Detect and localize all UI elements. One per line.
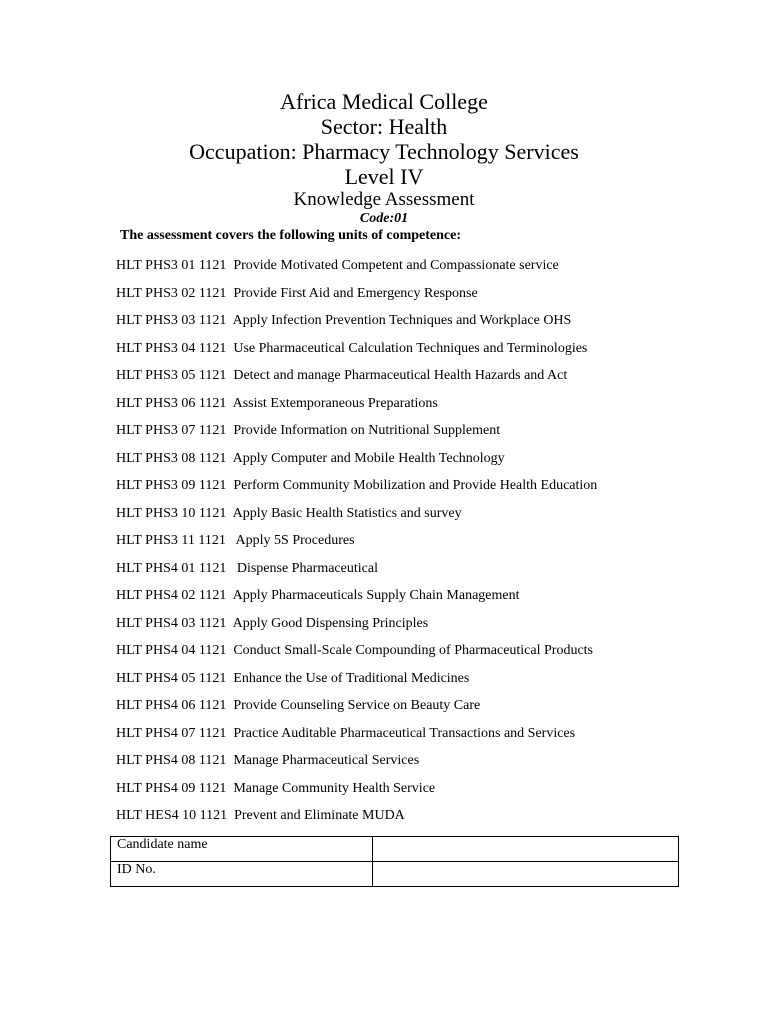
unit-item [116, 615, 597, 643]
unit-title: Apply Computer and Mobile Health Technology [232, 450, 505, 466]
assessment-title: Knowledge Assessment [293, 189, 475, 210]
unit-title: Manage Community Health Service [233, 780, 436, 796]
candidate-info-table [110, 836, 679, 887]
sector-title: Sector: Health [320, 114, 448, 139]
unit-item [116, 395, 597, 423]
college-title: Africa Medical College [280, 89, 488, 114]
candidate-name-field[interactable] [373, 837, 679, 862]
unit-code: HLT PHS3 06 1121 [116, 395, 227, 411]
unit-item [116, 780, 597, 808]
unit-title: Provide Motivated Competent and Compassionate service [233, 258, 559, 273]
unit-code: HLT PHS4 05 1121 [116, 670, 227, 686]
unit-item [116, 752, 597, 780]
candidate-name-row [111, 837, 679, 862]
unit-item [116, 340, 597, 368]
unit-code: HLT PHS4 04 1121 [116, 643, 227, 658]
units-of-competence-list [116, 257, 597, 835]
unit-item [116, 670, 597, 698]
occupation-title: Occupation: Pharmacy Technology Services [189, 139, 579, 164]
id-number-label: ID No. [111, 862, 373, 887]
units-intro-text: The assessment covers the following units of competence: [120, 228, 462, 243]
unit-title: Assist Extemporaneous Preparations [232, 395, 438, 411]
unit-code: HLT PHS3 11 1121 [116, 533, 226, 548]
unit-item [116, 312, 597, 340]
unit-code: HLT PHS3 07 1121 [116, 423, 227, 438]
unit-code: HLT PHS4 07 1121 [116, 725, 227, 741]
unit-title: Prevent and Eliminate MUDA [234, 808, 405, 823]
unit-code: HLT PHS4 09 1121 [116, 780, 227, 796]
unit-code: HLT PHS3 08 1121 [116, 450, 227, 466]
unit-item [116, 725, 597, 753]
unit-code: HLT PHS3 03 1121 [116, 313, 227, 328]
unit-title: Apply 5S Procedures [232, 533, 355, 548]
unit-item [116, 367, 597, 395]
unit-code: HLT PHS3 10 1121 [116, 505, 227, 521]
unit-item [116, 642, 597, 670]
unit-title: Apply Pharmaceuticals Supply Chain Management [232, 588, 520, 603]
unit-code: HLT PHS4 01 1121 [116, 560, 227, 576]
unit-code: HLT PHS3 02 1121 [116, 285, 227, 301]
unit-title: Perform Community Mobilization and Provide Health Education [233, 478, 598, 493]
unit-code: HLT PHS3 04 1121 [116, 340, 227, 356]
unit-item [116, 285, 597, 313]
id-number-row [111, 862, 679, 887]
unit-title: Apply Good Dispensing Principles [232, 615, 429, 631]
id-number-field[interactable] [373, 862, 679, 887]
unit-code: HLT PHS4 02 1121 [116, 588, 227, 603]
unit-item [116, 560, 597, 588]
unit-title: Provide Information on Nutritional Supplement [233, 423, 501, 438]
unit-code: HLT HES4 10 1121 [116, 808, 228, 823]
unit-item [116, 505, 597, 533]
unit-code: HLT PHS4 06 1121 [116, 698, 227, 713]
unit-item [116, 477, 597, 505]
unit-title: Provide First Aid and Emergency Response [233, 285, 478, 301]
unit-item [116, 697, 597, 725]
level-title: Level IV [344, 164, 424, 189]
unit-item [116, 807, 597, 835]
unit-title: Practice Auditable Pharmaceutical Transactions and Services [233, 725, 576, 741]
unit-title: Enhance the Use of Traditional Medicines [233, 670, 470, 686]
unit-code: HLT PHS3 01 1121 [116, 258, 227, 273]
unit-title: Conduct Small-Scale Compounding of Pharmaceutical Products [233, 643, 594, 658]
candidate-name-label: Candidate name [111, 837, 373, 862]
unit-title: Detect and manage Pharmaceutical Health Hazards and Act [233, 368, 568, 383]
unit-item [116, 532, 597, 560]
unit-title: Apply Infection Prevention Techniques and Workplace OHS [232, 313, 572, 328]
unit-item [116, 422, 597, 450]
unit-title: Dispense Pharmaceutical [233, 560, 378, 576]
unit-code: HLT PHS4 03 1121 [116, 615, 227, 631]
assessment-code: Code:01 [359, 211, 409, 226]
unit-item [116, 450, 597, 478]
unit-item [116, 257, 597, 285]
unit-item [116, 587, 597, 615]
unit-code: HLT PHS4 08 1121 [116, 753, 227, 768]
unit-title: Manage Pharmaceutical Services [233, 753, 420, 768]
unit-title: Use Pharmaceutical Calculation Techniques and Terminologies [233, 340, 588, 356]
unit-title: Apply Basic Health Statistics and survey [232, 505, 462, 521]
unit-code: HLT PHS3 09 1121 [116, 478, 227, 493]
unit-code: HLT PHS3 05 1121 [116, 368, 227, 383]
unit-title: Provide Counseling Service on Beauty Care [233, 698, 481, 713]
